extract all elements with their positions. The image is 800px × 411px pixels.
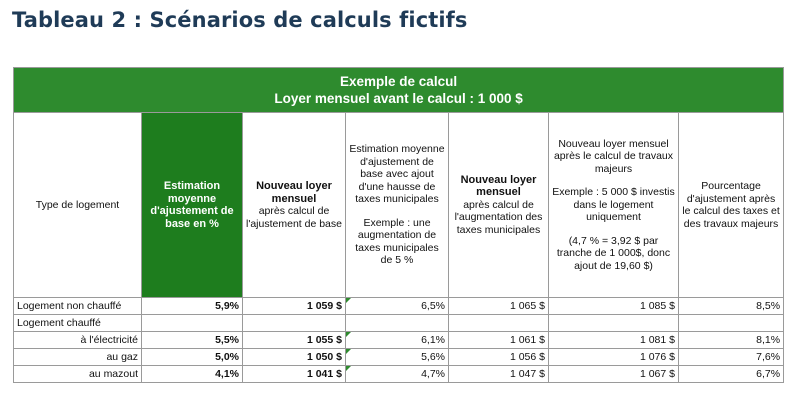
- row-label: à l'électricité: [14, 332, 142, 349]
- header-new-rent-tax-desc: après calcul de l'augmentation des taxes municipales: [454, 198, 543, 236]
- cell-tax-adjustment: 5,6%: [346, 349, 449, 366]
- cell-new-rent-base: 1 041 $: [243, 366, 346, 383]
- header-housing-type: Type de logement: [14, 113, 142, 298]
- table-row: [14, 298, 784, 315]
- header-new-rent-tax: [449, 113, 549, 298]
- cell-new-rent-base: 1 059 $: [243, 298, 346, 315]
- row-label: au gaz: [14, 349, 142, 366]
- header-tax-adjustment-desc: Estimation moyenne d'ajustement de base avec ajout d'une hausse de taxes municipales: [349, 143, 445, 206]
- header-major-works: [549, 113, 679, 298]
- cell-new-rent-works: [549, 315, 679, 332]
- cell-new-rent-works: 1 081 $: [549, 332, 679, 349]
- header-base-adjustment: Estimation moyenne d'ajustement de base en %: [142, 113, 243, 298]
- page-title: Tableau 2 : Scénarios de calculs fictifs: [12, 8, 468, 32]
- header-adjustment-percent: Pourcentage d'ajustement après le calcul des taxes et des travaux majeurs: [679, 113, 784, 298]
- cell-new-rent-base: 1 050 $: [243, 349, 346, 366]
- cell-adjustment-percent: 8,1%: [679, 332, 784, 349]
- header-new-rent-tax-title: Nouveau loyer mensuel: [460, 173, 537, 199]
- cell-new-rent-base: 1 055 $: [243, 332, 346, 349]
- cell-new-rent-works: 1 085 $: [549, 298, 679, 315]
- cell-adjustment-percent: [679, 315, 784, 332]
- calculation-table: [13, 67, 784, 383]
- header-new-rent-base: [243, 113, 346, 298]
- cell-tax-adjustment: 4,7%: [346, 366, 449, 383]
- cell-base-adjustment: 5,9%: [142, 298, 243, 315]
- header-tax-adjustment: [346, 113, 449, 298]
- cell-base-adjustment: [142, 315, 243, 332]
- cell-new-rent-works: 1 076 $: [549, 349, 679, 366]
- table-row: [14, 315, 784, 332]
- cell-base-adjustment: 5,5%: [142, 332, 243, 349]
- cell-new-rent-works: 1 067 $: [549, 366, 679, 383]
- header-new-rent-base-desc: après calcul de l'ajustement de base: [246, 205, 342, 230]
- cell-adjustment-percent: 7,6%: [679, 349, 784, 366]
- cell-adjustment-percent: 6,7%: [679, 366, 784, 383]
- header-major-works-example: Exemple : 5 000 $ investis dans le logement uniquement: [552, 186, 675, 224]
- header-tax-adjustment-example: Exemple : une augmentation de taxes municipales de 5 %: [355, 216, 439, 267]
- header-major-works-desc: Nouveau loyer mensuel après le calcul de travaux majeurs: [553, 137, 674, 175]
- cell-new-rent-tax: 1 061 $: [449, 332, 549, 349]
- cell-tax-adjustment: 6,1%: [346, 332, 449, 349]
- header-new-rent-base-title: Nouveau loyer mensuel: [256, 180, 332, 205]
- table-row: [14, 332, 784, 349]
- cell-new-rent-tax: 1 047 $: [449, 366, 549, 383]
- cell-adjustment-percent: 8,5%: [679, 298, 784, 315]
- cell-base-adjustment: 4,1%: [142, 366, 243, 383]
- row-label: Logement chauffé: [14, 315, 142, 332]
- table-row: [14, 366, 784, 383]
- table-banner: [14, 68, 784, 113]
- row-label: au mazout: [14, 366, 142, 383]
- cell-new-rent-tax: [449, 315, 549, 332]
- banner-subtitle: Loyer mensuel avant le calcul : 1 000 $: [274, 91, 523, 106]
- banner-title: Exemple de calcul: [340, 74, 458, 89]
- cell-new-rent-tax: 1 056 $: [449, 349, 549, 366]
- cell-tax-adjustment: 6,5%: [346, 298, 449, 315]
- row-label: Logement non chauffé: [14, 298, 142, 315]
- table-row: [14, 349, 784, 366]
- cell-tax-adjustment: [346, 315, 449, 332]
- cell-new-rent-base: [243, 315, 346, 332]
- cell-new-rent-tax: 1 065 $: [449, 298, 549, 315]
- header-major-works-note: (4,7 % = 3,92 $ par tranche de 1 000$, donc ajout de 19,60 $): [556, 234, 671, 272]
- cell-base-adjustment: 5,0%: [142, 349, 243, 366]
